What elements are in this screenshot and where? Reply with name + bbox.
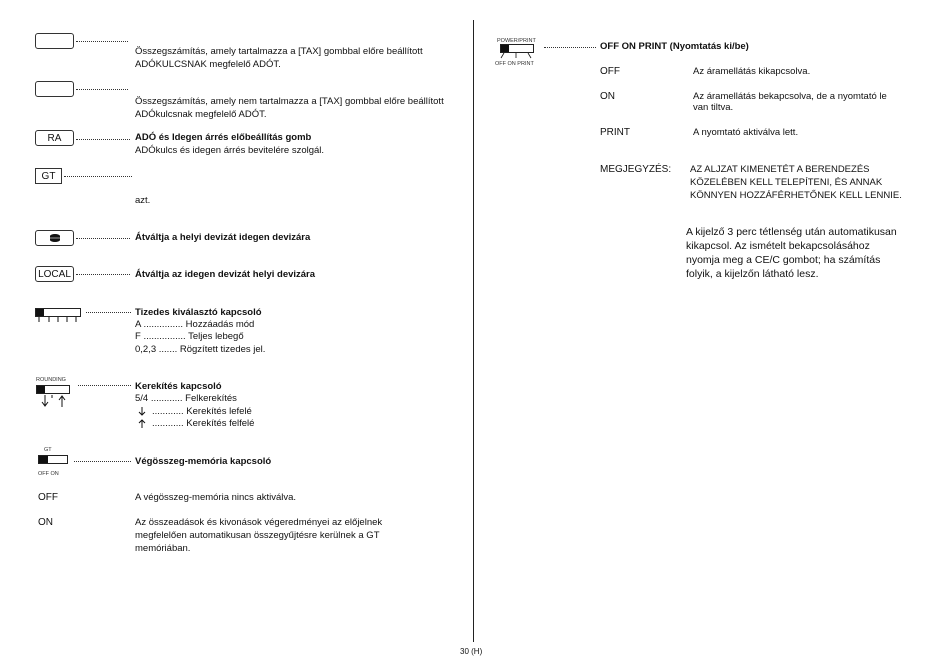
note-line-3: KÖNNYEN HOZZÁFÉRHETŐNEK KELL LENNIE. (690, 190, 902, 201)
page-number: 30 (H) (460, 647, 483, 656)
power-switch-positions: OFF ON PRINT (495, 61, 534, 67)
power-switch-markers-icon (500, 53, 534, 59)
power-on-line-1: Az áramellátás bekapcsolva, de a nyomtató le (693, 91, 887, 102)
power-print-description: A nyomtató aktiválva lett. (693, 127, 799, 138)
power-print-label: PRINT (600, 127, 630, 138)
ra-key[interactable]: RA (35, 130, 74, 146)
local-title: Átváltja az idegen devizát helyi devizára (135, 269, 316, 280)
currency-key[interactable] (35, 230, 74, 246)
power-off-label: OFF (600, 66, 620, 77)
decimal-option-f: F ................ Teljes lebegő (135, 331, 244, 342)
ra-title: ADÓ és Idegen árrés előbeállítás gomb (135, 132, 312, 143)
rounding-switch[interactable] (36, 385, 70, 394)
gt-on-line-2: megfelelően automatikusan összegyűjtésre kerülnek a GT (135, 530, 380, 541)
gt-switch-title: Végösszeg-memória kapcsoló (135, 456, 272, 467)
auto-off-line-2: kikapcsol. Az ismételt bekapcsolásához (686, 240, 870, 252)
gt-off-description: A végösszeg-memória nincs aktiválva. (135, 492, 297, 503)
ra-description: ADÓkulcs és idegen árrés bevitelére szolgál. (135, 145, 325, 156)
gt-on-line-1: Az összeadások és kivonások végeredményei az előjelnek (135, 517, 383, 528)
rounding-arrows-icon (37, 394, 69, 408)
decimal-switch[interactable] (35, 308, 81, 317)
tax-minus-key[interactable] (35, 81, 74, 97)
gt-off-label: OFF (38, 492, 58, 503)
rounding-upward-label: ............ Kerekítés felfelé (152, 418, 255, 429)
leader-dots (76, 238, 130, 239)
tax-plus-key[interactable] (35, 33, 74, 49)
note-line-2: KÖZELÉBEN KELL TELEPÍTENI, ÉS ANNAK (690, 177, 883, 188)
power-off-description: Az áramellátás kikapcsolva. (693, 66, 811, 77)
auto-off-line-4: folyik, a kijelzőn látható lesz. (686, 268, 819, 280)
leader-dots (76, 89, 128, 90)
decimal-ticks-icon (35, 317, 81, 323)
local-key[interactable]: LOCAL (35, 266, 74, 282)
rounding-switch-label: ROUNDING (36, 377, 66, 383)
gt-on-label: ON (38, 517, 53, 528)
gt-on-line-3: memóriában. (135, 543, 191, 554)
auto-off-line-3: nyomja meg a CE/C gombot; ha számítás (686, 254, 881, 266)
rounding-title: Kerekítés kapcsoló (135, 381, 222, 392)
arrow-up-icon (138, 419, 146, 429)
gt-key[interactable]: GT (35, 168, 62, 184)
note-line-1: AZ ALJZAT KIMENETÉT A BERENDEZÉS (690, 164, 870, 175)
arrow-down-icon (138, 406, 146, 416)
decimal-option-a: A ............... Hozzáadás mód (135, 319, 255, 330)
power-title: OFF ON PRINT (Nyomtatás ki/be) (600, 41, 749, 52)
power-switch-label: POWER/PRINT (497, 38, 536, 44)
column-divider (473, 20, 474, 642)
currency-title: Átváltja a helyi devizát idegen devizára (135, 232, 311, 243)
leader-dots (76, 41, 128, 42)
power-on-label: ON (600, 91, 615, 102)
leader-dots (76, 274, 130, 275)
gt-switch-label: GT (44, 447, 52, 453)
power-on-line-2: van tiltva. (693, 102, 734, 113)
tax-minus-description: Összegszámítás, amely nem tartalmazza a [TAX] gombbal előre beállított ADÓkulcsnak megfelelő ADÓT. (135, 96, 444, 120)
coin-stack-icon (48, 233, 62, 243)
rounding-down-label: ............ Kerekítés lefelé (152, 406, 252, 417)
leader-dots (544, 47, 596, 48)
decimal-option-fixed: 0,2,3 ....... Rögzített tizedes jel. (135, 344, 266, 355)
note-label: MEGJEGYZÉS: (600, 164, 672, 175)
gt-switch[interactable] (38, 455, 68, 464)
rounding-up-54: 5/4 ............ Felkerekítés (135, 393, 237, 404)
decimal-title: Tizedes kiválasztó kapcsoló (135, 307, 262, 318)
leader-dots (74, 461, 131, 462)
gt-description: azt. (135, 195, 151, 206)
power-print-switch[interactable] (500, 44, 534, 53)
tax-plus-description: Összegszámítás, amely tartalmazza a [TAX] gombbal előre beállított ADÓKULCSNAK megfelelő ADÓT. (135, 46, 423, 70)
leader-dots (78, 385, 131, 386)
auto-off-line-1: A kijelző 3 perc tétlenség után automatikusan (686, 226, 897, 238)
leader-dots (64, 176, 132, 177)
leader-dots (86, 312, 131, 313)
leader-dots (76, 139, 130, 140)
gt-switch-positions: OFF ON (38, 471, 59, 477)
